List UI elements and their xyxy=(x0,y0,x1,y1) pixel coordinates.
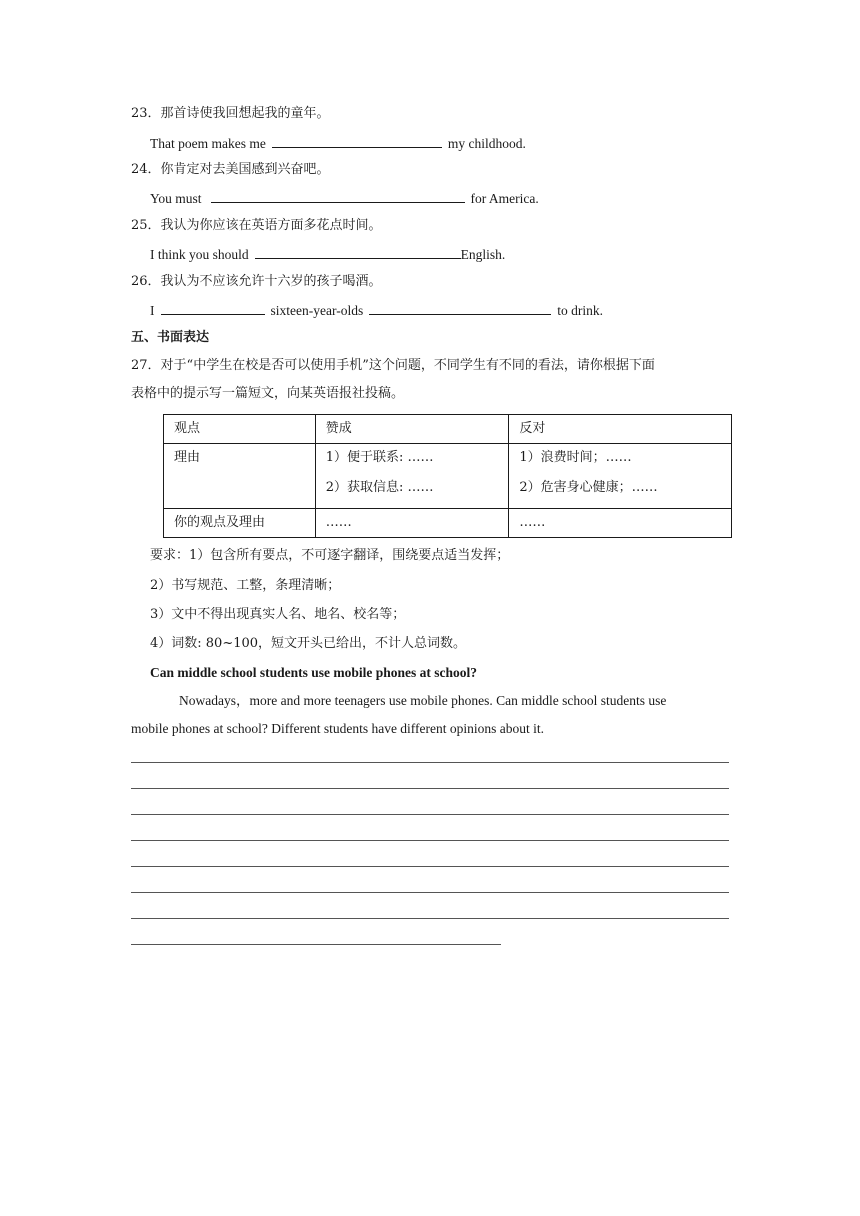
writing-line[interactable] xyxy=(131,944,501,945)
sentence-start: I xyxy=(150,303,155,318)
table-header-cell: 反对 xyxy=(509,415,732,444)
sentence-start: I think you should xyxy=(150,247,249,262)
requirement-2: 2）书写规范、工整，条理清晰； xyxy=(150,578,341,593)
table-row-label: 理由 xyxy=(164,444,316,509)
essay-opening-line-2: mobile phones at school? Different students have different opinions about it. xyxy=(131,721,545,736)
question-number: 25． xyxy=(131,218,161,233)
sentence-end: English. xyxy=(460,247,506,262)
con-reason: 2）危害身心健康；…… xyxy=(519,480,658,495)
requirement-4: 4）词数: 80~100，短文开头已给出，不计人总词数。 xyxy=(150,636,467,651)
question-prompt: 我认为不应该允许十六岁的孩子喝酒。 xyxy=(160,274,382,289)
table-view-row xyxy=(164,509,732,538)
essay-title: Can middle school students use mobile phones at school? xyxy=(150,665,478,680)
your-view-con-cell: …… xyxy=(509,509,732,538)
table-reason-row xyxy=(164,444,732,509)
pro-reason: 2）获取信息: …… xyxy=(325,480,434,495)
pro-reason: 1）便于联系: …… xyxy=(325,450,434,465)
section-title: 五、书面表达 xyxy=(131,330,210,345)
answer-blank[interactable] xyxy=(255,246,461,259)
writing-line[interactable] xyxy=(131,762,729,763)
con-reason: 1）浪费时间；…… xyxy=(519,450,632,465)
question-24-chinese xyxy=(131,162,330,178)
question-prompt: 那首诗使我回想起我的童年。 xyxy=(160,106,330,121)
table-row-label: 你的观点及理由 xyxy=(164,509,316,538)
writing-line[interactable] xyxy=(131,840,729,841)
question-number: 24． xyxy=(131,162,161,177)
question-26-english xyxy=(150,302,603,319)
question-23-chinese xyxy=(131,106,330,122)
pro-reasons-cell xyxy=(315,444,509,509)
question-23-english xyxy=(150,135,526,152)
essay-opening-line-1: Nowadays，more and more teenagers use mobile phones. Can middle school students use xyxy=(179,693,667,708)
task-prompt-line-2: 表格中的提示写一篇短文，向某英语报社投稿。 xyxy=(131,386,405,401)
answer-blank[interactable] xyxy=(211,190,465,203)
your-view-pro-cell: …… xyxy=(315,509,509,538)
question-number: 23． xyxy=(131,106,161,121)
answer-blank[interactable] xyxy=(272,135,442,148)
con-reasons-cell xyxy=(509,444,732,509)
question-prompt: 我认为你应该在英语方面多花点时间。 xyxy=(160,218,382,233)
task-prompt-line-1: 27．对于“中学生在校是否可以使用手机”这个问题，不同学生有不同的看法，请你根据下面 xyxy=(131,358,655,373)
question-24-english xyxy=(150,190,539,207)
writing-line[interactable] xyxy=(131,866,729,867)
answer-blank[interactable] xyxy=(369,302,551,315)
writing-line[interactable] xyxy=(131,892,729,893)
table-header-cell: 赞成 xyxy=(315,415,509,444)
question-prompt: 你肯定对去美国感到兴奋吧。 xyxy=(160,162,330,177)
answer-blank[interactable] xyxy=(161,302,265,315)
question-number: 26． xyxy=(131,274,161,289)
sentence-start: You must xyxy=(150,191,202,206)
writing-line[interactable] xyxy=(131,918,729,919)
table-header-row xyxy=(164,415,732,444)
table-header-cell: 观点 xyxy=(164,415,316,444)
sentence-middle: sixteen-year-olds xyxy=(270,303,364,318)
question-26-chinese xyxy=(131,274,382,290)
writing-line[interactable] xyxy=(131,788,729,789)
sentence-start: That poem makes me xyxy=(150,136,266,151)
writing-line[interactable] xyxy=(131,814,729,815)
question-25-english xyxy=(150,246,505,263)
sentence-end: for America. xyxy=(470,191,539,206)
requirement-1: 要求：1）包含所有要点，不可逐字翻译，围绕要点适当发挥； xyxy=(150,548,510,563)
requirement-3: 3）文中不得出现真实人名、地名、校名等； xyxy=(150,607,406,622)
question-25-chinese xyxy=(131,218,382,234)
sentence-end: my childhood. xyxy=(447,136,526,151)
sentence-end: to drink. xyxy=(557,303,603,318)
prompt-table xyxy=(163,414,732,538)
